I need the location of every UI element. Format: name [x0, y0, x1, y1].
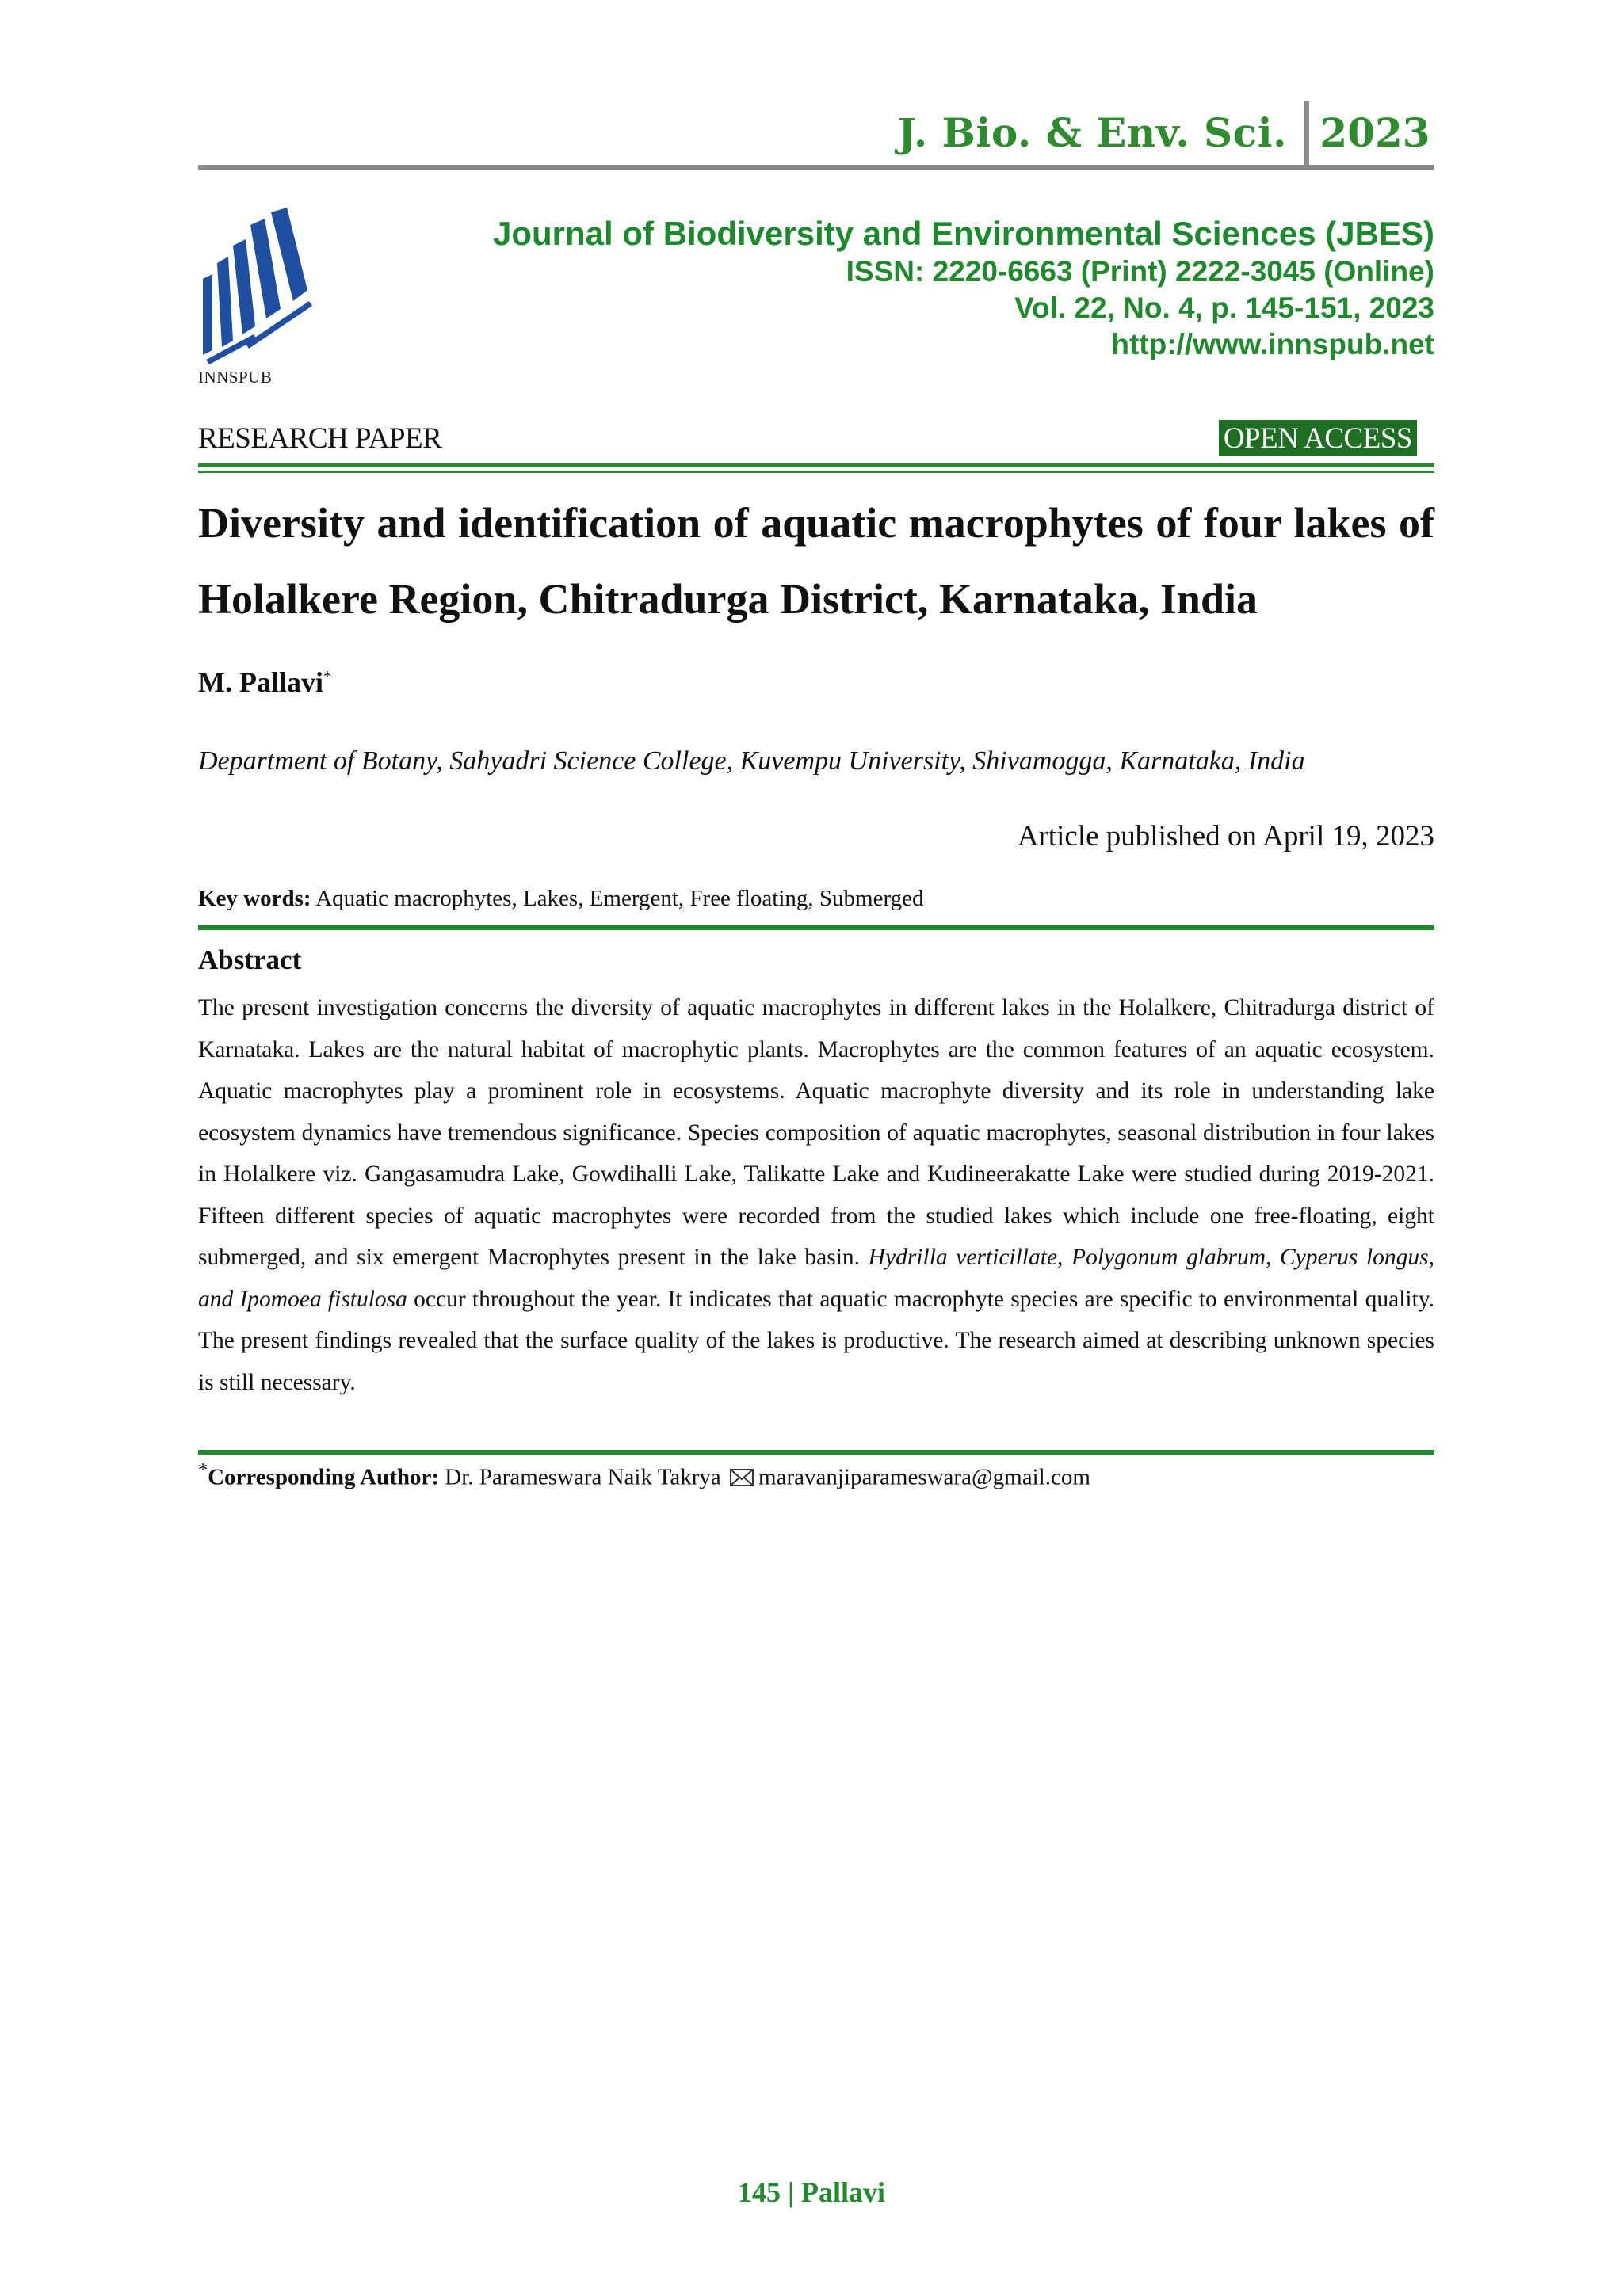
abstract-rule — [198, 1450, 1434, 1455]
corresponding-label: Corresponding Author: — [208, 1464, 440, 1490]
running-head-year: 2023 — [1319, 109, 1430, 156]
abstract-part-2: occur throughout the year. It indicates that aquatic macrophyte species are specific to environmental quality. The present findings revealed that the surface quality of the lakes is productive. The research aimed at describing unknown species is still necessary. — [198, 1286, 1434, 1395]
abstract-species-1: Hydrilla verticillate — [868, 1245, 1058, 1270]
paper-type-row — [198, 420, 1434, 460]
journal-info — [493, 214, 1434, 363]
abstract-part-1: The present investigation concerns the diversity of aquatic macrophytes in different lakes in the Holalkere, Chitradurga district of Karnataka. Lakes are the natural habitat of macrophytic plants. Macrophytes are the common features of an aquatic ecosystem. Aquatic macrophytes play a prominent role in ecosystems. Aquatic macrophyte diversity and its role in understanding lake ecosystem dynamics have tremendous significance. Species composition of aquatic macrophytes, seasonal distribution in four lakes in Holalkere viz. Gangasamudra Lake, Gowdihalli Lake, Talikatte Lake and Kudineerakatte Lake were studied during 2019-2021. Fifteen different species of aquatic macrophytes were recorded from the studied lakes which include one free-floating, eight submerged, and six emergent Macrophytes present in the lake basin. — [198, 995, 1434, 1270]
paper-type: RESEARCH PAPER — [198, 422, 442, 455]
keywords — [198, 886, 923, 912]
keywords-label: Key words: — [198, 886, 311, 911]
author-mark: * — [323, 668, 331, 685]
abstract-body — [198, 987, 1434, 1403]
journal-name: Journal of Biodiversity and Environmental Sciences (JBES) — [493, 215, 1434, 252]
abstract-heading: Abstract — [198, 944, 302, 975]
header-rule — [198, 165, 1434, 170]
published-date: Article published on April 19, 2023 — [1017, 820, 1434, 852]
abstract-species-2: Polygonum glabrum, Cyperus longus, and Ipomoea fistulosa — [198, 1245, 1434, 1312]
corresponding-name: Dr. Parameswara Naik Takrya — [439, 1464, 727, 1490]
journal-url[interactable]: http://www.innspub.net — [1111, 328, 1434, 360]
corresponding-mark: * — [198, 1459, 208, 1481]
type-rule-secondary — [198, 471, 1434, 473]
journal-issn: ISSN: 2220-6663 (Print) 2222-3045 (Online) — [846, 255, 1434, 288]
publisher-logo — [198, 208, 317, 390]
journal-volume: Vol. 22, No. 4, p. 145-151, 2023 — [1014, 292, 1434, 324]
footer-separator: | — [781, 2176, 801, 2208]
type-rule — [198, 463, 1434, 467]
corresponding-author — [198, 1459, 1090, 1491]
books-logo-icon — [198, 208, 317, 366]
keywords-text: Aquatic macrophytes, Lakes, Emergent, Free floating, Submerged — [315, 886, 924, 911]
logo-text: INNSPUB — [198, 368, 273, 387]
running-head-divider — [1304, 101, 1309, 166]
paper-title: Diversity and identification of aquatic macrophytes of four lakes of Holalkere Region, Chitradurga District, Karnataka, India — [198, 499, 1434, 623]
running-head-journal: J. Bio. & Env. Sci. — [897, 109, 1287, 156]
running-head — [198, 101, 1434, 166]
corresponding-email[interactable]: maravanjiparameswara@gmail.com — [758, 1464, 1090, 1490]
author — [198, 666, 331, 699]
keywords-rule — [198, 925, 1434, 930]
open-access-badge: OPEN ACCESS — [1219, 420, 1417, 456]
envelope-icon — [730, 1469, 754, 1486]
page-footer — [0, 2176, 1623, 2209]
page-number: 145 — [738, 2176, 781, 2208]
author-name: M. Pallavi — [198, 666, 323, 698]
affiliation: Department of Botany, Sahyadri Science College, Kuvempu University, Shivamogga, Karnataka, India — [198, 746, 1305, 776]
abstract-separator: , — [1057, 1245, 1072, 1270]
footer-author: Pallavi — [800, 2176, 885, 2208]
